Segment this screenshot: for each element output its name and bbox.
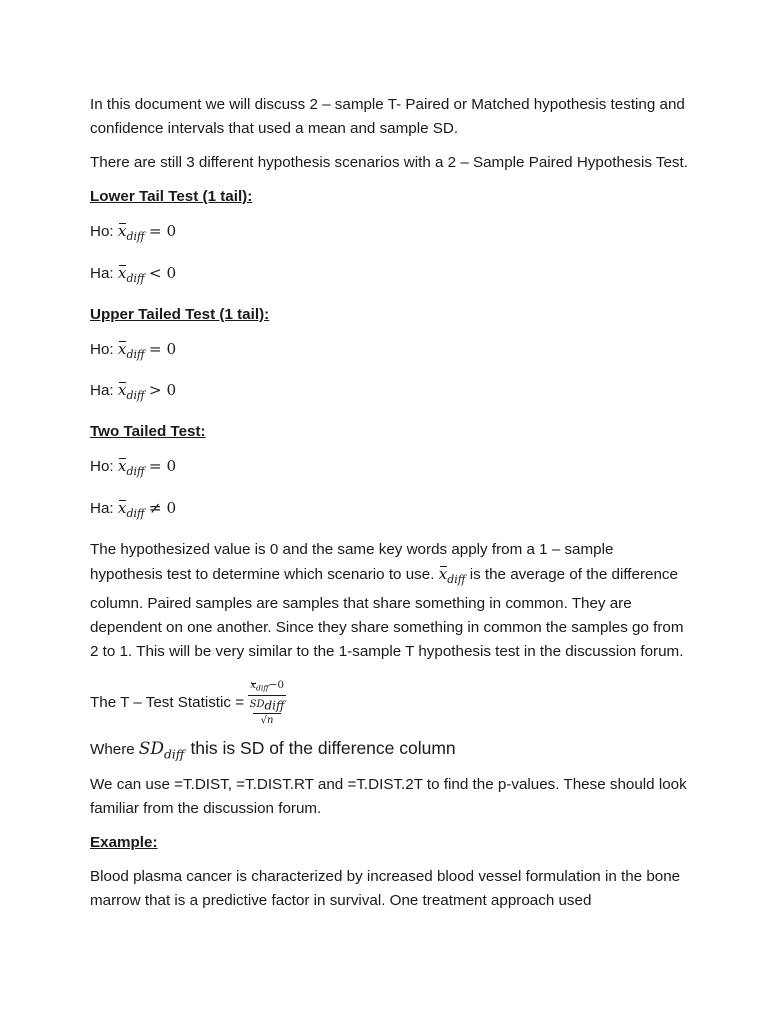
diff-subscript: diff: [447, 572, 466, 586]
sqrt-n: √n: [260, 714, 274, 726]
hypothesis-relation: ≠ 0: [148, 499, 177, 518]
lower-tail-alt-hypothesis: [90, 261, 690, 291]
upper-tail-alt-hypothesis: [90, 378, 690, 408]
diff-subscript: diff: [126, 506, 145, 520]
xbar-symbol: x: [118, 219, 127, 243]
sd-symbol: SD: [138, 738, 165, 759]
xbar-symbol: x: [439, 562, 448, 586]
formula-numerator: [248, 679, 286, 695]
sd-diff-symbol: [139, 739, 185, 761]
inner-fraction-bar: [253, 713, 281, 714]
fraction-bar: [248, 695, 286, 696]
intro-paragraph-1: In this document we will discuss 2 – sample T- Paired or Matched hypothesis testing and confidence intervals that used a mean and sample SD.: [90, 96, 685, 137]
t-statistic-formula: [90, 674, 690, 732]
xbar-symbol: x: [118, 496, 127, 520]
hypothesis-label: Ho:: [90, 340, 118, 358]
diff-subscript: diff: [164, 747, 185, 762]
xbar-symbol: x: [118, 337, 127, 361]
hypothesis-relation: = 0: [148, 222, 177, 240]
hypothesis-relation: > 0: [148, 381, 177, 400]
hypothesis-relation: = 0: [148, 457, 177, 476]
hypothesis-label: Ha:: [90, 382, 118, 400]
example-heading: Example:: [90, 834, 158, 852]
formula-fraction: [248, 679, 286, 727]
minus-zero: −0: [268, 678, 285, 691]
diff-subscript: diff: [264, 698, 285, 713]
where-description: this is SD of the difference column: [190, 737, 456, 758]
xbar-symbol: x: [250, 678, 256, 691]
explanation-text-end: is the average of the difference column. Paired samples are samples that share something in common. They are dependent on one another. Since they share something in common the samples go from 2 to 1. This will be very similar to the 1-sample T hypothesis test in the discussion forum.: [90, 565, 684, 660]
intro-paragraph-2: There are still 3 different hypothesis scenarios with a 2 – Sample Paired Hypothesis Test.: [90, 154, 688, 171]
xbar-symbol: x: [118, 378, 127, 402]
section-heading-upper-tail: Upper Tailed Test (1 tail):: [90, 305, 270, 323]
upper-tail-null-hypothesis: [90, 337, 690, 367]
diff-subscript: diff: [126, 465, 145, 479]
hypothesis-relation: < 0: [148, 263, 177, 282]
diff-subscript: diff: [126, 347, 145, 361]
diff-subscript: diff: [255, 683, 269, 693]
xbar-symbol: x: [118, 261, 127, 285]
explanation-text-start: The hypothesized value is 0 and the same key words apply from a 1 – sample hypothesis test to determine which scenario to use.: [90, 540, 614, 583]
functions-paragraph: We can use =T.DIST, =T.DIST.RT and =T.DIST.2T to find the p-values. These should look familiar from the discussion forum.: [90, 776, 687, 818]
lower-tail-null-hypothesis: [90, 219, 690, 249]
formula-denominator: [250, 697, 285, 726]
section-heading-lower-tail: Lower Tail Test (1 tail):: [90, 188, 253, 205]
example-paragraph: Blood plasma cancer is characterized by increased blood vessel formulation in the bone marrow that is a predictive factor in survival. One treatment approach used: [90, 868, 681, 910]
section-heading-two-tailed: Two Tailed Test:: [90, 423, 206, 441]
sd-symbol: SD: [249, 699, 265, 711]
hypothesis-label: Ha:: [90, 500, 118, 518]
hypothesis-relation: = 0: [148, 339, 177, 358]
explanation-paragraph: [90, 538, 690, 664]
diff-subscript: diff: [126, 389, 145, 403]
two-tailed-alt-hypothesis: [90, 496, 690, 526]
where-label: Where: [90, 740, 135, 758]
diff-subscript: diff: [126, 271, 145, 285]
xbar-symbol: x: [118, 454, 127, 478]
where-sd-definition: [90, 738, 690, 761]
formula-label: The T – Test Statistic =: [90, 694, 245, 712]
diff-subscript: diff: [126, 229, 145, 243]
document-page: [90, 93, 690, 923]
hypothesis-label: Ha:: [90, 264, 118, 282]
hypothesis-label: Ho:: [90, 458, 118, 476]
two-tailed-null-hypothesis: [90, 454, 690, 484]
hypothesis-label: Ho:: [90, 223, 118, 240]
